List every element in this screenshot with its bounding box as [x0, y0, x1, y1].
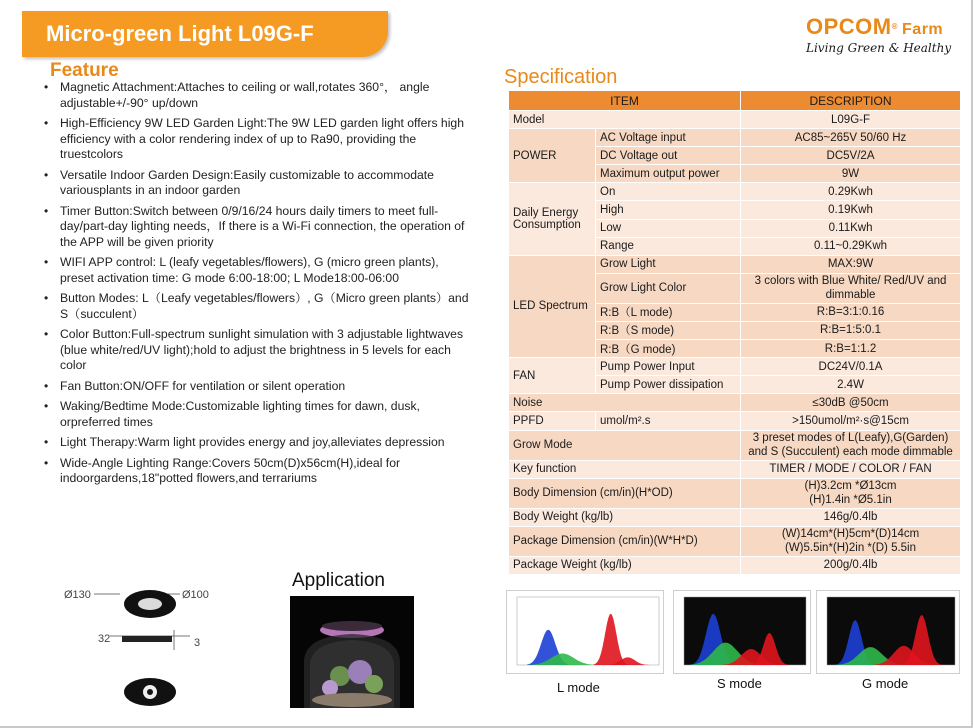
spec-sub: R:B（S mode) [596, 321, 741, 339]
spec-row-model [509, 111, 961, 129]
spec-value: DC24V/0.1A [741, 358, 961, 376]
feature-item: • Button Modes: L（Leafy vegetables/flowers）, G（Micro green plants）and S（succulent） [40, 291, 470, 322]
feature-item: • Color Button:Full-spectrum sunlight simulation with 3 adjustable lightwaves (blue white/red/UV light);hold to adjust the brightness in 5 levels for each color [40, 327, 470, 374]
spec-value-line: (W)14cm*(H)5cm*(D)14cm [781, 528, 920, 541]
spec-value [741, 526, 961, 556]
feature-item: • Waking/Bedtime Mode:Customizable lighting times for dawn, dusk, orpreferred times [40, 399, 470, 430]
spec-label: Noise [509, 394, 741, 412]
feature-item: • High-Efficiency 9W LED Garden Light:The 9W LED garden light offers high efficiency with a color rendering index of up to Ra90, providing the truestcolors [40, 116, 470, 163]
spec-row-led [509, 255, 961, 273]
spec-value: ≤30dB @50cm [741, 394, 961, 412]
feature-item: • Wide-Angle Lighting Range:Covers 50cm(D)x56cm(H),ideal for indoorgardens,18"potted flowers,and terrariums [40, 456, 470, 487]
spec-heading: Specification [504, 66, 618, 88]
spec-row-ppfd [509, 412, 961, 430]
spec-sub: Range [596, 237, 741, 255]
spectrum-chart-l-mode [506, 590, 664, 674]
feature-item: • Light Therapy:Warm light provides energy and joy,alleviates depression [40, 435, 470, 451]
spec-sub: R:B（G mode) [596, 340, 741, 358]
dimension-label-height: 32 [98, 633, 111, 645]
application-heading: Application [292, 570, 385, 591]
spec-value-line: (H)1.4in *Ø5.1in [809, 494, 892, 507]
spec-label: Grow Mode [509, 430, 741, 460]
logo-farm: Farm [902, 21, 944, 38]
spec-sub: umol/m².s [596, 412, 741, 430]
feature-item: • Versatile Indoor Garden Design:Easily customizable to accommodate variousplants in an indoor garden [40, 168, 470, 199]
spec-row-body-weight [509, 508, 961, 526]
spec-label: Body Weight (kg/lb) [509, 508, 741, 526]
spec-label: Package Dimension (cm/in)(W*H*D) [509, 526, 741, 556]
spec-sub: On [596, 183, 741, 201]
spec-value: 2.4W [741, 376, 961, 394]
spec-value: R:B=3:1:0.16 [741, 303, 961, 321]
spec-value: 0.29Kwh [741, 183, 961, 201]
spec-sub: R:B（L mode) [596, 303, 741, 321]
spec-sub: Low [596, 219, 741, 237]
spectrum-chart-s-mode [673, 590, 811, 674]
spec-header-row [509, 91, 961, 111]
spec-sub: Pump Power dissipation [596, 376, 741, 394]
spec-row-power [509, 129, 961, 147]
spec-label: FAN [509, 358, 596, 394]
spec-row-grow-mode [509, 430, 961, 460]
spec-value: AC85~265V 50/60 Hz [741, 129, 961, 147]
spec-value: 0.11~0.29Kwh [741, 237, 961, 255]
spec-sub: Grow Light Color [596, 273, 741, 303]
spec-row-package-dimension [509, 526, 961, 556]
spectrum-label-s-mode: S mode [717, 676, 762, 691]
feature-item: • Fan Button:ON/OFF for ventilation or silent operation [40, 379, 470, 395]
spec-value: 0.19Kwh [741, 201, 961, 219]
spec-value: TIMER / MODE / COLOR / FAN [741, 460, 961, 478]
logo-tagline: Living Green & Healthy [806, 41, 952, 55]
spectrum-svg-g-mode [817, 591, 961, 675]
spec-value: 3 colors with Blue White/ Red/UV and dimmable [741, 273, 961, 303]
spec-label: Key function [509, 460, 741, 478]
spec-sub: AC Voltage input [596, 129, 741, 147]
spec-row-key-function [509, 460, 961, 478]
lamp-side-view [122, 636, 172, 642]
spec-value: 146g/0.4lb [741, 508, 961, 526]
spectrum-label-l-mode: L mode [557, 680, 600, 695]
spec-value: R:B=1:5:0.1 [741, 321, 961, 339]
spec-row-package-weight [509, 556, 961, 574]
spec-sub: DC Voltage out [596, 147, 741, 165]
spec-value: L09G-F [741, 111, 961, 129]
spec-row-body-dimension [509, 478, 961, 508]
spec-col-item: ITEM [509, 91, 741, 111]
page-title: Micro-green Light L09G-F [22, 11, 388, 57]
spectrum-label-g-mode: G mode [862, 676, 909, 691]
spec-label: PPFD [509, 412, 596, 430]
spec-value: 9W [741, 165, 961, 183]
dimension-diagram [62, 584, 232, 714]
terrarium-illustration [290, 596, 414, 708]
spectrum-chart-g-mode [816, 590, 960, 674]
spec-table [508, 90, 961, 575]
spec-value: MAX:9W [741, 255, 961, 273]
feature-item: • WIFI APP control: L (leafy vegetables/flowers), G (micro green plants), preset activation time: G mode 6:00-18:00; L Mode18:00-06:00 [40, 255, 470, 286]
dimension-diagram-svg [62, 584, 232, 714]
feature-list [40, 80, 470, 492]
spec-sub: Maximum output power [596, 165, 741, 183]
feature-item: • Magnetic Attachment:Attaches to ceiling or wall,rotates 360°， angle adjustable+/-90° up/down [40, 80, 470, 111]
dimension-label-diameter-outer: Ø130 [64, 589, 91, 601]
spec-value-line: (H)3.2cm *Ø13cm [804, 480, 897, 493]
feature-item: • Timer Button:Switch between 0/9/16/24 hours daily timers to meet full-day/part-day lighting needs，If there is a Wi-Fi connection, the operation of the APP will be given priority [40, 204, 470, 251]
spec-label: Body Dimension (cm/in)(H*OD) [509, 478, 741, 508]
spec-sub: High [596, 201, 741, 219]
spec-sub: Pump Power Input [596, 358, 741, 376]
spec-label: POWER [509, 129, 596, 183]
spec-value-line: (W)5.5in*(H)2in *(D) 5.5in [785, 542, 917, 555]
dimension-label-height-small: 3 [194, 637, 201, 649]
spec-label: LED Spectrum [509, 255, 596, 357]
spec-value: >150umol/m²·s@15cm [741, 412, 961, 430]
application-photo [290, 596, 414, 708]
spec-label: Model [509, 111, 741, 129]
spec-row-energy [509, 183, 961, 201]
spec-label: Daily Energy Consumption [509, 183, 596, 255]
logo-wordmark [806, 16, 956, 41]
spec-value: 0.11Kwh [741, 219, 961, 237]
spectrum-svg-s-mode [674, 591, 812, 675]
spec-col-description: DESCRIPTION [741, 91, 961, 111]
feature-heading: Feature [50, 60, 119, 81]
logo-brand: OPCOM [806, 14, 892, 39]
spec-sub: Grow Light [596, 255, 741, 273]
spec-row-fan [509, 358, 961, 376]
spec-value: R:B=1:1.2 [741, 340, 961, 358]
logo-registered-mark: ® [891, 22, 899, 31]
spec-row-noise [509, 394, 961, 412]
spec-value [741, 478, 961, 508]
spectrum-svg-l-mode [507, 591, 665, 675]
brand-logo [806, 16, 956, 56]
spec-value: DC5V/2A [741, 147, 961, 165]
spec-value: 3 preset modes of L(Leafy),G(Garden) and S (Succulent) each mode dimmable [741, 430, 961, 460]
spec-label: Package Weight (kg/lb) [509, 556, 741, 574]
dimension-label-diameter-inner: Ø100 [182, 589, 209, 601]
spec-value: 200g/0.4lb [741, 556, 961, 574]
